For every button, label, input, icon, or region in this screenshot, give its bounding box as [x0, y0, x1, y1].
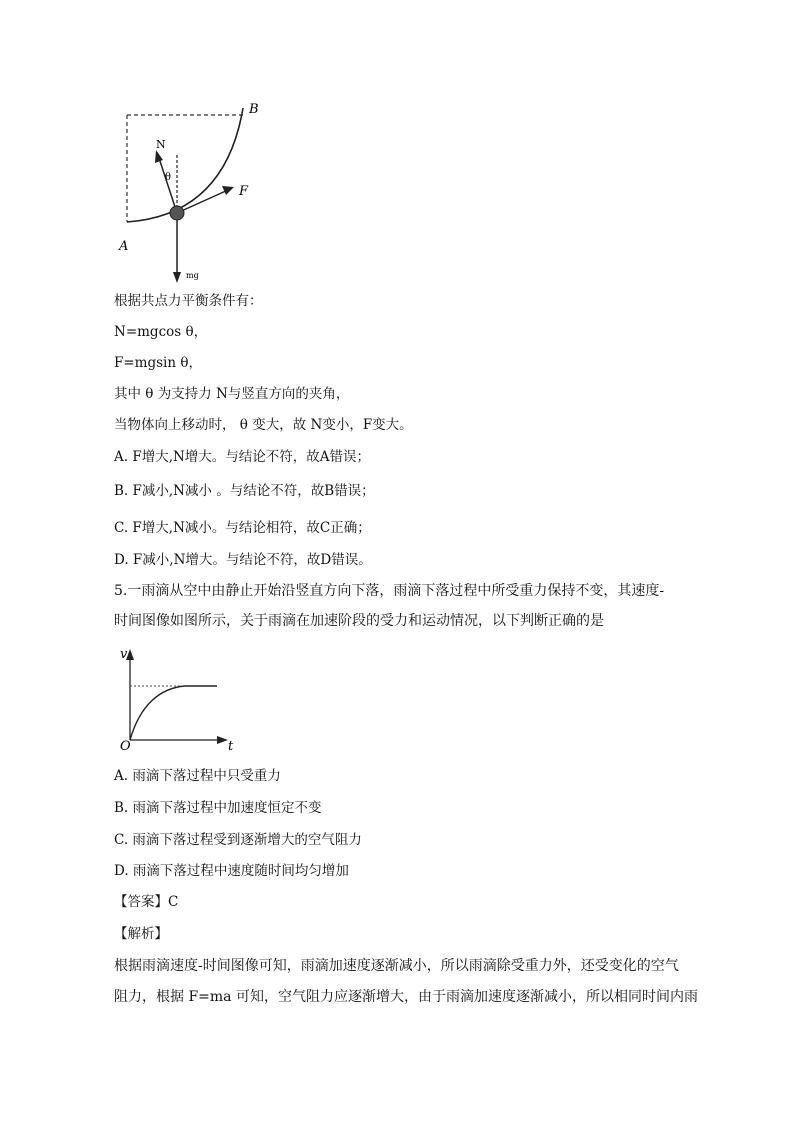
label-n: N	[156, 138, 166, 151]
option-a: A. 雨滴下落过程中只受重力	[114, 768, 281, 784]
solution-line: 当物体向上移动时， θ 变大，故 N变小，F变大。	[114, 417, 413, 433]
analysis-title: 【解析】	[114, 926, 168, 942]
option-d: D. 雨滴下落过程中速度随时间均匀增加	[114, 863, 349, 879]
analysis-line: 根据雨滴速度-时间图像可知，雨滴加速度逐渐减小，所以雨滴除受重力外，还受变化的空气	[114, 958, 679, 974]
analysis-line: 阻力，根据 F=ma 可知，空气阻力应逐渐增大，由于雨滴加速度逐渐减小，所以相同时间内雨	[114, 989, 698, 1005]
question-line: 5.一雨滴从空中由静止开始沿竖直方向下落，雨滴下落过程中所受重力保持不变，其速度-	[114, 583, 665, 599]
label-theta: θ	[165, 172, 172, 183]
label-t: t	[228, 739, 234, 754]
velocity-curve	[130, 686, 217, 740]
label-v: v	[120, 647, 128, 662]
solution-line: N=mgcos θ，	[114, 324, 208, 340]
solution-option: D. F减小,N增大。与结论不符，故D错误。	[114, 552, 372, 568]
solution-line: 根据共点力平衡条件有：	[114, 293, 263, 309]
solution-line: 其中 θ 为支持力 N与竖直方向的夹角，	[114, 386, 350, 402]
option-b: B. 雨滴下落过程中加速度恒定不变	[114, 800, 322, 816]
solution-option: A. F增大,N增大。与结论不符，故A错误；	[114, 449, 371, 465]
solution-line: F=mgsin θ，	[114, 355, 202, 371]
label-f: F	[239, 184, 249, 199]
label-o: O	[120, 739, 131, 754]
solution-option: B. F减小,N减小 。与结论不符，故B错误；	[114, 483, 375, 499]
question-line: 时间图像如图所示，关于雨滴在加速阶段的受力和运动情况，以下判断正确的是	[114, 613, 604, 629]
t-axis-arrowhead	[217, 736, 228, 744]
answer: 【答案】C	[114, 894, 179, 910]
option-c: C. 雨滴下落过程受到逐渐增大的空气阻力	[114, 832, 362, 848]
label-b: B	[249, 102, 259, 117]
label-mg: mg	[186, 271, 199, 280]
solution-option: C. F增大,N减小。与结论相符，故C正确；	[114, 520, 371, 536]
label-a: A	[119, 239, 129, 254]
